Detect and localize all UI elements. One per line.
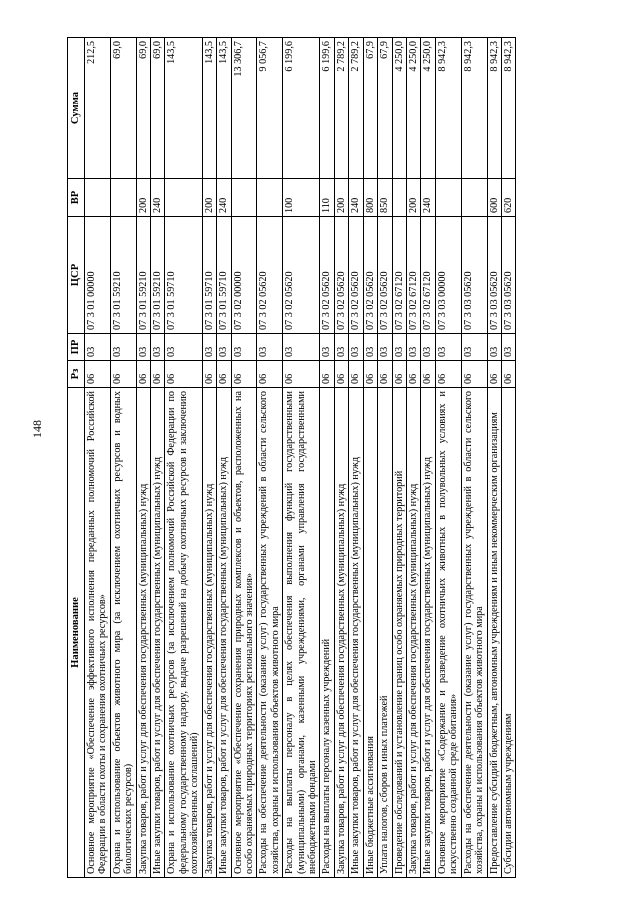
cell-name: Иные закупки товаров, работ и услуг для обеспечения государственных (муниципальных) нужд [150,388,164,878]
table-row [320,38,334,878]
cell-pr: 03 [334,334,348,361]
cell-csr: 07 3 01 59710 [217,217,231,334]
cell-csr: 07 3 02 67120 [406,217,420,334]
cell-rz: 06 [378,361,392,388]
cell-pr: 03 [202,334,216,361]
table-header-row [68,38,85,878]
cell-sum: 8 942,3 [487,38,501,179]
cell-rz: 06 [349,361,363,388]
cell-name: Охрана и использование охотничьих ресурсов (за исключением полномочий Российской Федерации по федеральному государственному надзору, выдаче разрешений на добычу охотничьих ресурсов и заключению охотхозяйственных соглашений) [165,388,202,878]
cell-csr: 07 3 03 00000 [435,217,461,334]
cell-vr: 620 [501,179,515,217]
cell-rz: 06 [257,361,283,388]
table-row [150,38,164,878]
cell-rz: 06 [110,361,136,388]
rotated-table-container [67,38,577,878]
table-row [165,38,202,878]
cell-rz: 06 [487,361,501,388]
cell-csr: 07 3 02 05620 [334,217,348,334]
cell-rz: 06 [406,361,420,388]
cell-csr: 07 3 02 05620 [257,217,283,334]
cell-sum: 6 199,6 [320,38,334,179]
cell-name: Уплата налогов, сборов и иных платежей [378,388,392,878]
cell-name: Иные бюджетные ассигнования [363,388,377,878]
cell-pr: 03 [501,334,515,361]
cell-pr: 03 [136,334,150,361]
table-row [487,38,501,878]
cell-sum: 143,5 [202,38,216,179]
cell-csr: 07 3 02 05620 [320,217,334,334]
cell-csr: 07 3 02 67120 [421,217,435,334]
cell-name: Иные закупки товаров, работ и услуг для обеспечения государственных (муниципальных) нужд [421,388,435,878]
cell-name: Закупка товаров, работ и услуг для обеспечения государственных (муниципальных) нужд [334,388,348,878]
cell-name: Основное мероприятие «Содержание и разведение охотничьих животных в полувольных условиях и искусственно созданной среде обитания» [435,388,461,878]
cell-csr: 07 3 02 00000 [231,217,257,334]
cell-vr: 200 [136,179,150,217]
cell-csr: 07 3 01 59710 [165,217,202,334]
table-row [349,38,363,878]
cell-rz: 06 [392,361,406,388]
cell-name: Субсидии автономным учреждениям [501,388,515,878]
cell-name: Проведение обследований и установление границ особо охраняемых природных территорий [392,388,406,878]
header-name: Наименование [68,388,85,878]
table-row [257,38,283,878]
cell-sum: 6 199,6 [283,38,320,179]
header-pr: ПР [68,334,85,361]
cell-rz: 06 [150,361,164,388]
cell-rz: 06 [84,361,110,388]
cell-name: Расходы на обеспечение деятельности (оказание услуг) государственных учреждений в области сельского хозяйства, охраны и использования объектов животного мира [257,388,283,878]
cell-pr: 03 [150,334,164,361]
cell-sum: 8 942,3 [461,38,487,179]
table-row [136,38,150,878]
cell-vr: 240 [349,179,363,217]
cell-name: Расходы на выплаты персоналу в целях обеспечения выполнения функций государственными (муниципальными) органами, казенными учреждениями, органами управления государственными внебюджетными фондами [283,388,320,878]
cell-pr: 03 [349,334,363,361]
page-number: 148 [30,420,44,438]
cell-pr: 03 [363,334,377,361]
cell-name: Закупка товаров, работ и услуг для обеспечения государственных (муниципальных) нужд [136,388,150,878]
cell-csr: 07 3 03 05620 [501,217,515,334]
cell-sum: 4 250,0 [421,38,435,179]
cell-vr: 200 [406,179,420,217]
header-vr: ВР [68,179,85,217]
cell-csr: 07 3 02 05620 [283,217,320,334]
budget-table [67,37,516,878]
table-body [84,38,516,878]
cell-rz: 06 [421,361,435,388]
cell-rz: 06 [320,361,334,388]
table-row [363,38,377,878]
cell-csr: 07 3 02 67120 [392,217,406,334]
cell-vr: 240 [150,179,164,217]
table-row [501,38,515,878]
cell-rz: 06 [231,361,257,388]
cell-vr [110,179,136,217]
table-row [334,38,348,878]
cell-pr: 03 [110,334,136,361]
cell-rz: 06 [334,361,348,388]
cell-pr: 03 [435,334,461,361]
cell-name: Основное мероприятие «Обеспечение сохранения природных комплексов и объектов, расположенных на особо охраняемых природных территориях регионального значения» [231,388,257,878]
cell-rz: 06 [501,361,515,388]
cell-sum: 67,9 [378,38,392,179]
cell-rz: 06 [202,361,216,388]
cell-sum: 8 942,3 [435,38,461,179]
cell-name: Закупка товаров, работ и услуг для обеспечения государственных (муниципальных) нужд [202,388,216,878]
cell-rz: 06 [136,361,150,388]
cell-rz: 06 [217,361,231,388]
cell-pr: 03 [283,334,320,361]
cell-vr: 600 [487,179,501,217]
table-row [231,38,257,878]
table-row [283,38,320,878]
cell-csr: 07 3 01 00000 [84,217,110,334]
cell-name: Основное мероприятие «Обеспечение эффективного исполнения переданных полномочий Российской Федерации в области охоты и сохранения охотничьих ресурсов» [84,388,110,878]
cell-vr [435,179,461,217]
cell-pr: 03 [392,334,406,361]
cell-sum: 143,5 [165,38,202,179]
cell-rz: 06 [283,361,320,388]
cell-vr: 110 [320,179,334,217]
cell-vr [84,179,110,217]
table-row [84,38,110,878]
cell-sum: 67,9 [363,38,377,179]
cell-rz: 06 [363,361,377,388]
table-row [217,38,231,878]
cell-csr: 07 3 01 59210 [150,217,164,334]
cell-pr: 03 [217,334,231,361]
cell-vr: 800 [363,179,377,217]
cell-sum: 9 056,7 [257,38,283,179]
cell-pr: 03 [461,334,487,361]
cell-vr [461,179,487,217]
cell-sum: 69,0 [110,38,136,179]
cell-sum: 4 250,0 [406,38,420,179]
cell-rz: 06 [165,361,202,388]
table-row [406,38,420,878]
cell-csr: 07 3 03 05620 [461,217,487,334]
cell-name: Иные закупки товаров, работ и услуг для обеспечения государственных (муниципальных) нужд [349,388,363,878]
cell-rz: 06 [435,361,461,388]
cell-name: Предоставление субсидий бюджетным, автономным учреждениям и иным некоммерческим организациям [487,388,501,878]
cell-pr: 03 [378,334,392,361]
cell-sum: 4 250,0 [392,38,406,179]
cell-sum: 2 789,2 [334,38,348,179]
table-row [421,38,435,878]
cell-pr: 03 [320,334,334,361]
cell-vr: 200 [202,179,216,217]
cell-csr: 07 3 01 59210 [136,217,150,334]
cell-rz: 06 [461,361,487,388]
cell-sum: 13 306,7 [231,38,257,179]
cell-vr: 240 [421,179,435,217]
cell-pr: 03 [487,334,501,361]
cell-csr: 07 3 01 59710 [202,217,216,334]
cell-vr [165,179,202,217]
cell-vr: 200 [334,179,348,217]
cell-pr: 03 [421,334,435,361]
cell-pr: 03 [257,334,283,361]
cell-name: Расходы на обеспечение деятельности (оказание услуг) государственных учреждений в области сельского хозяйства, охраны и использования объектов животного мира [461,388,487,878]
cell-sum: 69,0 [136,38,150,179]
table-row [461,38,487,878]
cell-csr: 07 3 02 05620 [363,217,377,334]
cell-vr: 240 [217,179,231,217]
cell-sum: 2 789,2 [349,38,363,179]
cell-sum: 69,0 [150,38,164,179]
table-row [378,38,392,878]
cell-vr [231,179,257,217]
cell-name: Расходы на выплаты персоналу казенных учреждений [320,388,334,878]
table-row [392,38,406,878]
cell-sum: 143,5 [217,38,231,179]
cell-vr: 850 [378,179,392,217]
cell-csr: 07 3 01 59210 [110,217,136,334]
cell-vr [392,179,406,217]
cell-pr: 03 [406,334,420,361]
cell-pr: 03 [165,334,202,361]
cell-sum: 212,5 [84,38,110,179]
cell-vr [257,179,283,217]
table-row [435,38,461,878]
cell-pr: 03 [231,334,257,361]
cell-name: Иные закупки товаров, работ и услуг для обеспечения государственных (муниципальных) нужд [217,388,231,878]
cell-csr: 07 3 03 05620 [487,217,501,334]
cell-vr: 100 [283,179,320,217]
table-row [202,38,216,878]
cell-sum: 8 942,3 [501,38,515,179]
cell-csr: 07 3 02 05620 [378,217,392,334]
header-sum: Сумма [68,38,85,179]
header-rz: Рз [68,361,85,388]
cell-name: Закупка товаров, работ и услуг для обеспечения государственных (муниципальных) нужд [406,388,420,878]
cell-pr: 03 [84,334,110,361]
header-csr: ЦСР [68,217,85,334]
cell-csr: 07 3 02 05620 [349,217,363,334]
cell-name: Охрана и использование объектов животного мира (за исключением охотничьих ресурсов и водных биологических ресурсов) [110,388,136,878]
table-row [110,38,136,878]
